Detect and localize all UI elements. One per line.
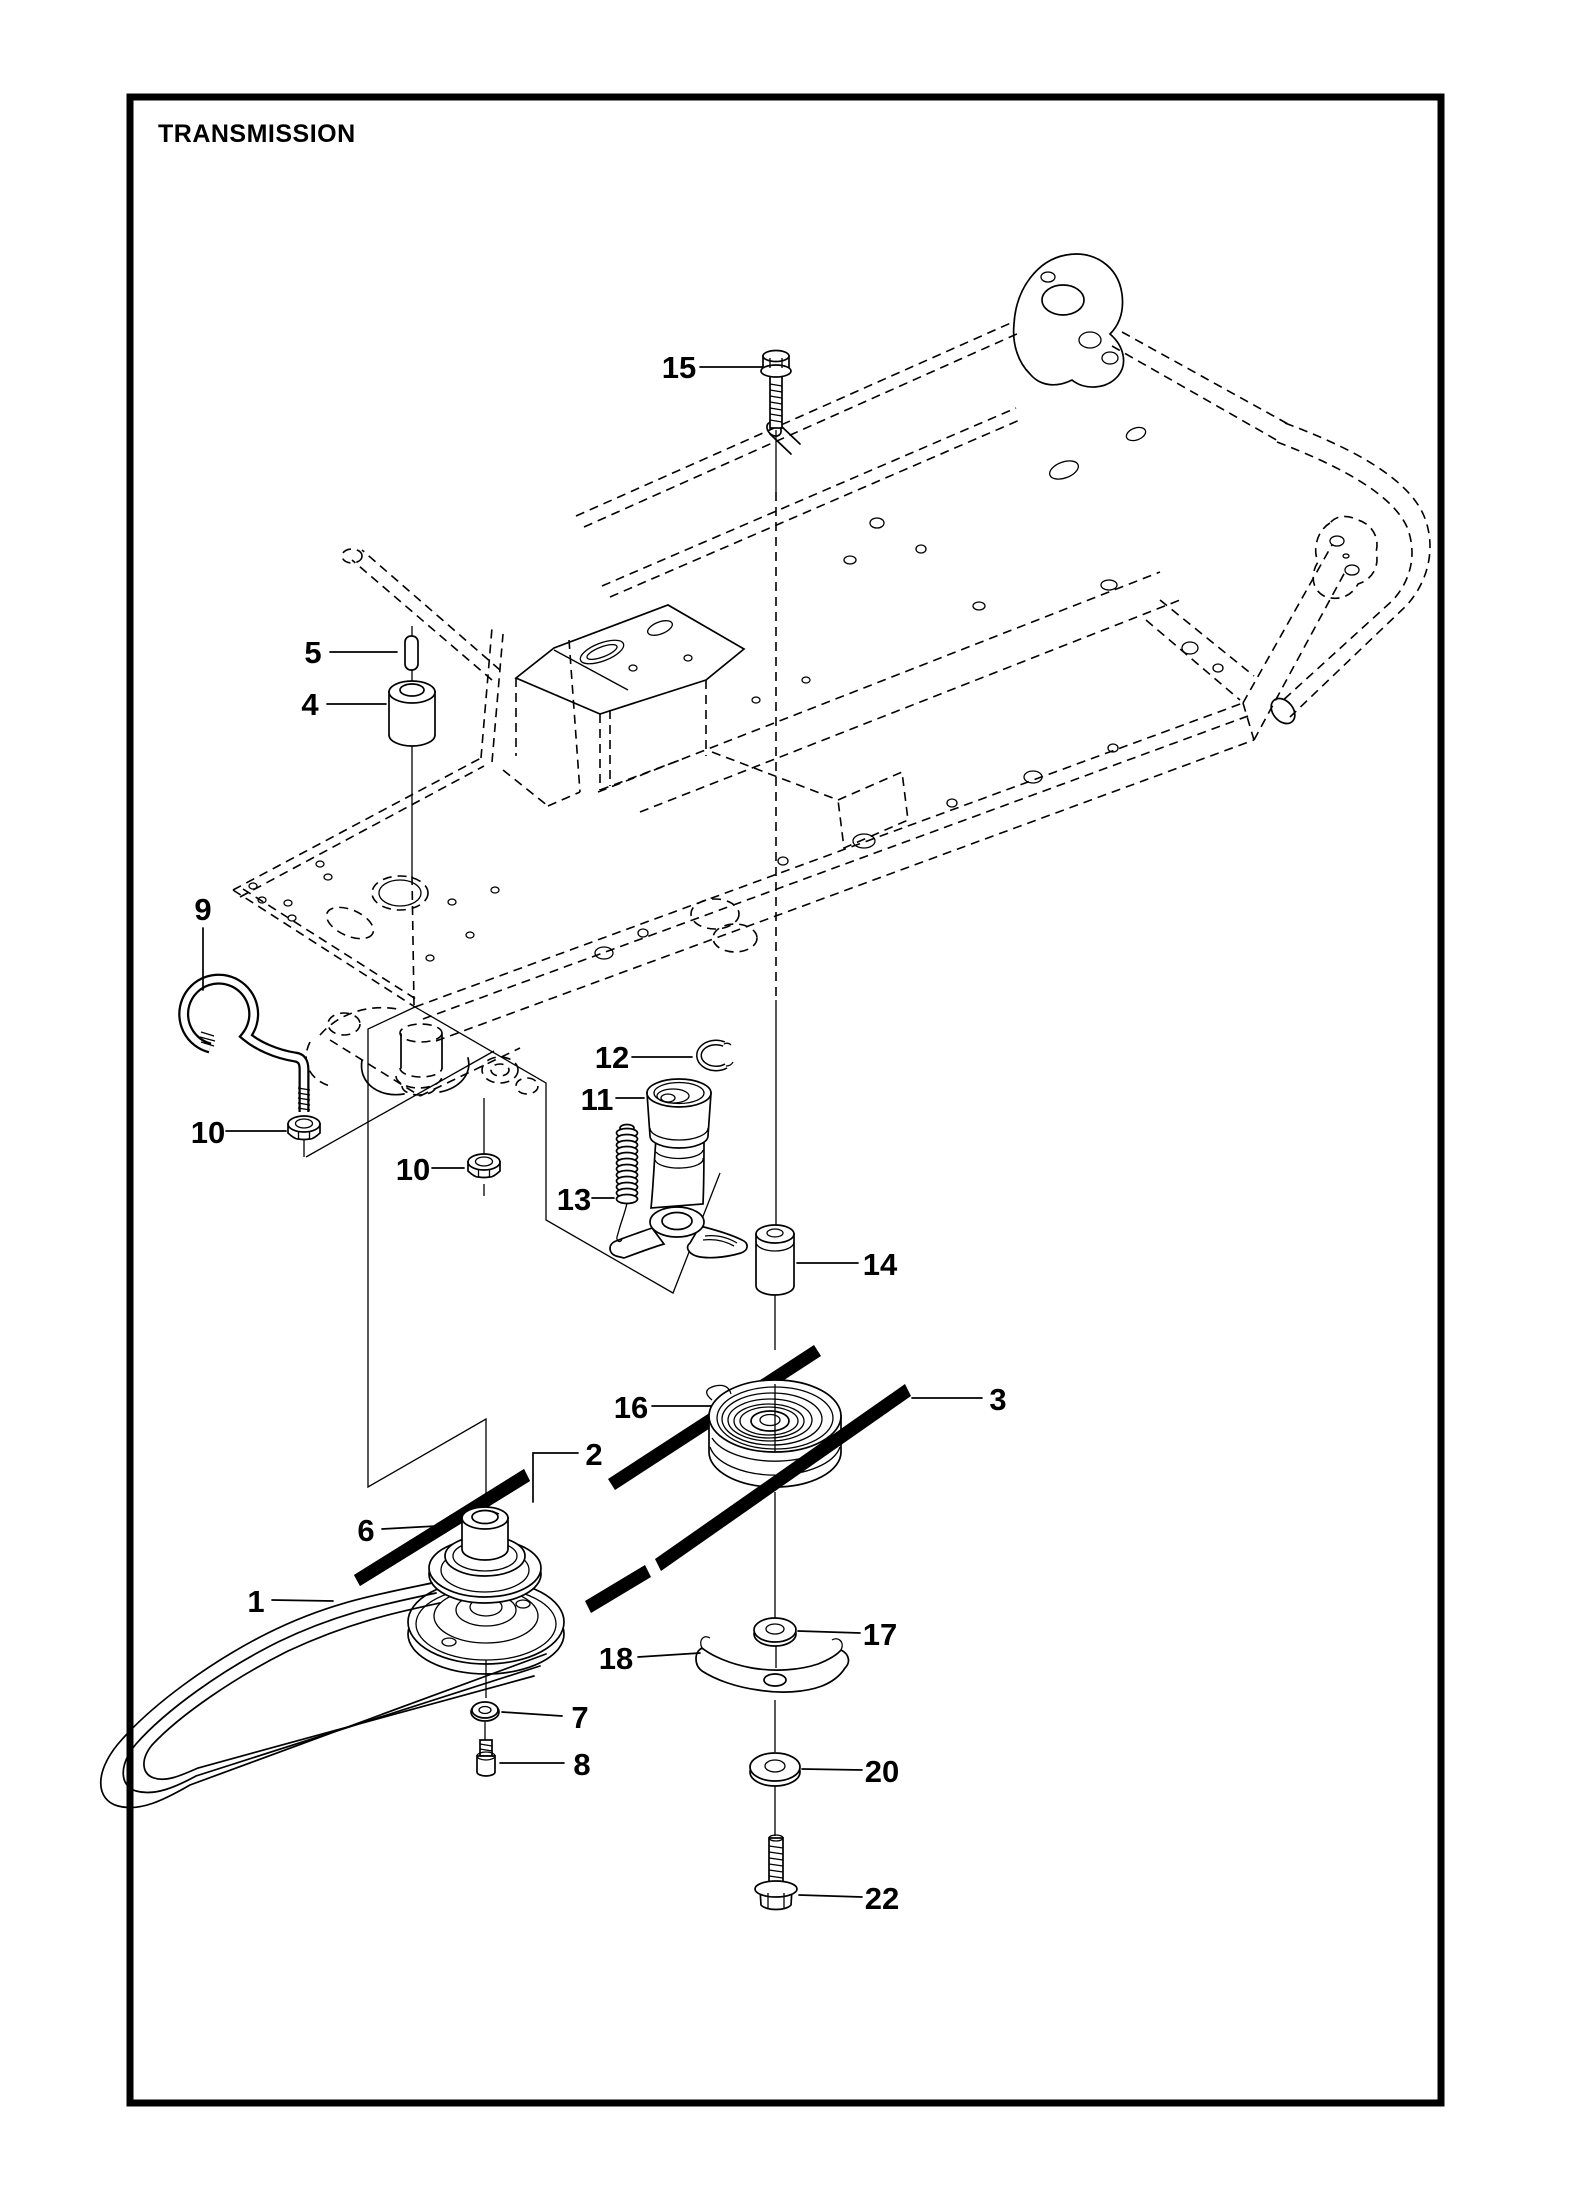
page-border <box>130 97 1441 2103</box>
pin-5 <box>405 636 418 670</box>
nut-10b <box>468 1154 500 1178</box>
part-number-label: 20 <box>864 1754 900 1789</box>
part-number-label: 11 <box>580 1082 614 1117</box>
part-number-label: 8 <box>573 1747 591 1782</box>
part-number-label: 6 <box>357 1513 375 1548</box>
part-number-label: 17 <box>862 1617 898 1652</box>
part-number-label: 15 <box>661 350 697 385</box>
part-number-label: 4 <box>301 687 319 722</box>
part-number-label: 1 <box>247 1584 265 1619</box>
part-number-label: 12 <box>594 1040 630 1075</box>
part-number-label: 13 <box>556 1182 592 1217</box>
part-number-label: 2 <box>585 1437 603 1472</box>
page-title: TRANSMISSION <box>158 120 356 148</box>
spacer-14 <box>756 1225 794 1295</box>
part-number-label: 18 <box>598 1641 634 1676</box>
part-number-label: 7 <box>571 1700 589 1735</box>
idler-pulley-16 <box>707 1380 841 1487</box>
clutch-hub <box>462 1507 508 1560</box>
part-number-label: 10 <box>190 1115 226 1150</box>
part-number-label: 10 <box>395 1152 431 1187</box>
part-number-label: 3 <box>989 1382 1007 1417</box>
part-number-label: 5 <box>304 635 322 670</box>
bushing-4 <box>389 681 435 746</box>
part-number-label: 16 <box>613 1390 649 1425</box>
part-number-label: 22 <box>864 1881 900 1916</box>
cup-11 <box>647 1079 711 1148</box>
washer-17 <box>754 1618 796 1646</box>
part-number-label: 14 <box>862 1247 898 1282</box>
part-number-label: 9 <box>194 892 212 927</box>
